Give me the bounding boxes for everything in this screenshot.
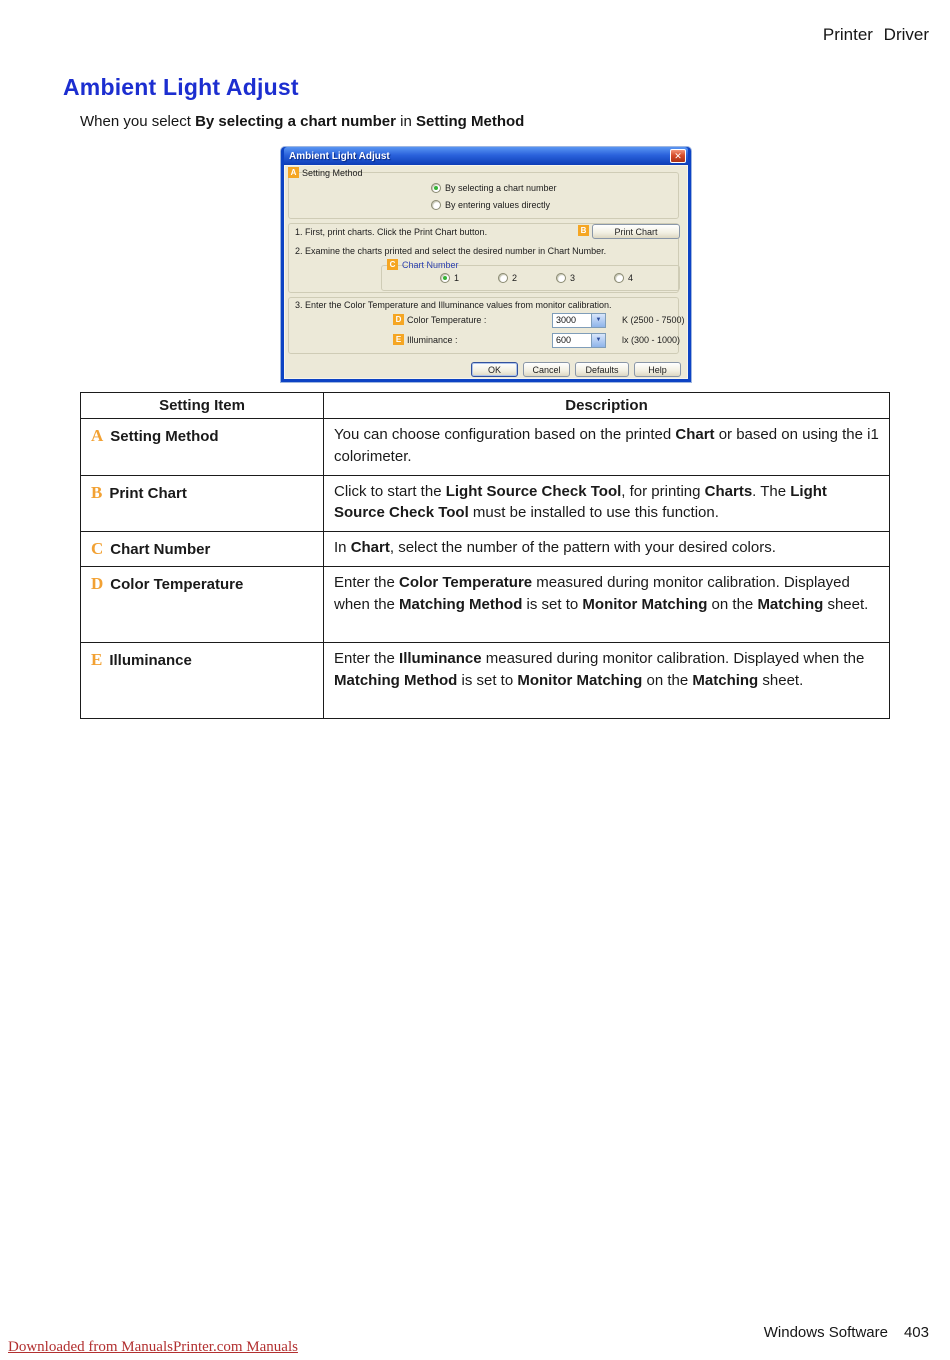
chevron-down-icon: ▼ xyxy=(591,314,605,327)
setting-item-label: Print Chart xyxy=(109,484,187,502)
radio-chart-4[interactable] xyxy=(614,273,633,283)
ambient-light-adjust-dialog xyxy=(281,147,691,382)
description-text: Enter the Illuminance measured during monitor calibration. Displayed when the Matching Method is set to Monitor Matching on the Matching sheet. xyxy=(324,643,890,719)
row-marker: D xyxy=(91,574,104,593)
radio-chart-2[interactable] xyxy=(498,273,517,283)
setting-method-label: Setting Method xyxy=(302,168,363,178)
radio-label: 1 xyxy=(454,273,460,283)
row-marker: B xyxy=(91,482,103,502)
setting-method-groupbox xyxy=(288,172,679,219)
row-marker: C xyxy=(91,539,104,558)
settings-table xyxy=(80,392,890,719)
step-2-text: 2. Examine the charts printed and select the desired number in Chart Number. xyxy=(295,246,607,256)
radio-label: 2 xyxy=(512,273,518,283)
radio-chart-1[interactable] xyxy=(440,273,459,283)
illuminance-label: Illuminance : xyxy=(407,335,458,345)
radio-by-selecting-chart-number[interactable] xyxy=(431,183,557,193)
description-text: Enter the Color Temperature measured during monitor calibration. Displayed when the Matching Method is set to Monitor Matching on the Matching sheet. xyxy=(324,567,890,643)
radio-icon xyxy=(440,273,450,283)
close-icon[interactable]: ✕ xyxy=(670,149,686,163)
description-text: In Chart, select the number of the pattern with your desired colors. xyxy=(324,532,890,567)
step-3-text: 3. Enter the Color Temperature and Illuminance values from monitor calibration. xyxy=(295,300,612,310)
radio-icon xyxy=(556,273,566,283)
color-temperature-label: Color Temperature : xyxy=(407,315,487,325)
color-temperature-unit: K (2500 - 7500) xyxy=(622,315,685,325)
radio-label: 4 xyxy=(628,273,634,283)
ok-button[interactable]: OK xyxy=(471,362,518,377)
help-button[interactable]: Help xyxy=(634,362,681,377)
setting-item-label: Color Temperature xyxy=(110,576,244,593)
radio-icon xyxy=(614,273,624,283)
marker-d: D xyxy=(393,314,404,325)
radio-icon xyxy=(431,200,441,210)
defaults-button[interactable]: Defaults xyxy=(575,362,629,377)
print-chart-button[interactable]: Print Chart xyxy=(592,224,680,239)
dialog-title: Ambient Light Adjust xyxy=(289,150,390,162)
marker-b: B xyxy=(578,225,589,236)
column-header-description: Description xyxy=(324,393,890,419)
illuminance-value: 600 xyxy=(556,335,572,345)
marker-e: E xyxy=(393,334,404,345)
page-title: Ambient Light Adjust xyxy=(63,74,299,100)
radio-label: 3 xyxy=(570,273,576,283)
cancel-button[interactable]: Cancel xyxy=(523,362,570,377)
step-1-text: 1. First, print charts. Click the Print Chart button. xyxy=(295,227,488,237)
manuals-source-link[interactable]: Downloaded from ManualsPrinter.com Manuals xyxy=(8,1339,298,1355)
header-label: Printer Driver xyxy=(822,25,929,44)
chevron-down-icon: ▼ xyxy=(591,334,605,347)
table-row xyxy=(81,643,890,719)
table-header-row xyxy=(81,393,890,419)
footer-section-label: Windows Software xyxy=(763,1324,888,1341)
setting-item-label: Setting Method xyxy=(110,428,219,445)
radio-by-entering-values[interactable] xyxy=(431,200,550,210)
table-row xyxy=(81,419,890,476)
radio-label: By selecting a chart number xyxy=(445,183,557,193)
row-marker: A xyxy=(91,426,104,445)
page-number: 403 xyxy=(903,1324,929,1341)
radio-label: By entering values directly xyxy=(445,200,551,210)
dialog-body xyxy=(284,165,688,379)
color-temperature-select[interactable] xyxy=(552,313,606,328)
setting-item-label: Chart Number xyxy=(110,541,211,558)
radio-icon xyxy=(498,273,508,283)
marker-c: C xyxy=(387,259,398,270)
setting-item-label: Illuminance xyxy=(109,652,192,669)
table-row xyxy=(81,475,890,532)
chart-number-label: Chart Number xyxy=(402,260,459,270)
marker-a: A xyxy=(288,167,299,178)
column-header-setting-item: Setting Item xyxy=(81,393,324,419)
description-text: You can choose configuration based on the printed Chart or based on using the i1 colorimeter. xyxy=(324,419,890,476)
illuminance-select[interactable] xyxy=(552,333,606,348)
radio-icon xyxy=(431,183,441,193)
illuminance-unit: lx (300 - 1000) xyxy=(622,335,681,345)
footer-section xyxy=(764,1324,929,1341)
radio-chart-3[interactable] xyxy=(556,273,575,283)
description-text: Click to start the Light Source Check Tool, for printing Charts. The Light Source Check Tool must be installed to use this function. xyxy=(324,475,890,532)
color-temperature-value: 3000 xyxy=(556,315,577,325)
row-marker: E xyxy=(91,650,103,669)
dialog-titlebar xyxy=(284,147,688,165)
table-row xyxy=(81,532,890,567)
table-row xyxy=(81,567,890,643)
intro-text: When you select By selecting a chart number in Setting Method xyxy=(80,113,525,130)
